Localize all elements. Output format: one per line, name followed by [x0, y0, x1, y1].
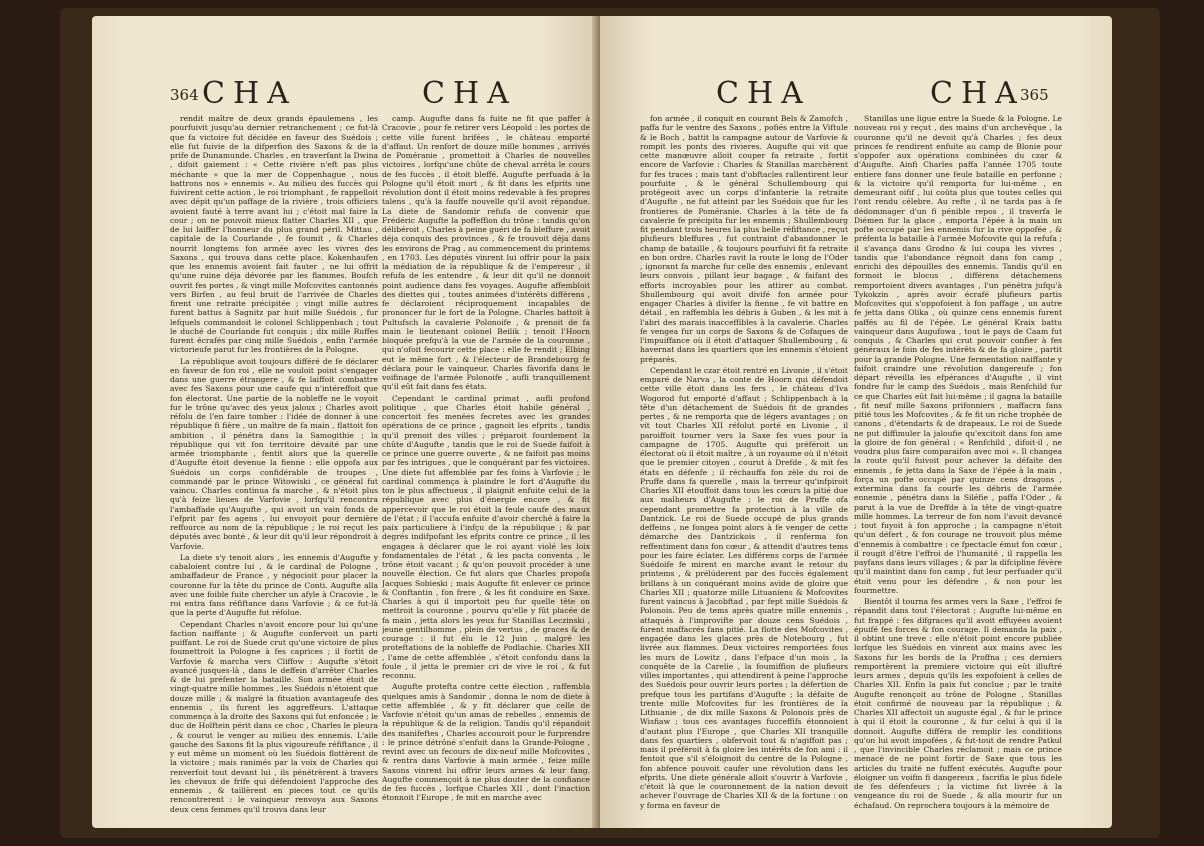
- paragraph: Cependant le cardinal primat , aufli profond politique , que Charles étoit habile général , concertoit fes menées fecretes avec les grandes opérations de ce prince , gagnoit les efprits , tandis qu'il prenoit des villes ; préparoit fourdement la chûte d'Augufte , tandis que le roi de Suede faifoit à ce prince une guerre ouverte , & ne faifoit pas moins par fes intrigues , que le conquérant par fes victoires. Une diete fut affemblée par fes foins à Varfovie ; le cardinal commença à plaindre le fort d'Augufte du ton le plus affectueux , il plaignit enfuite celui de la république avec plus d'énergie encore , & fit appercevoir que le roi étoit la feule caufe des maux de l'état ; il l'accufa enfuite d'avoir cherché à faire la paix particuliere à l'infçu de la république ; & par degrés indifpofant les efprits contre ce prince , il les engagea à déclarer que le roi ayant violé les loix fondamentales de l'état , & les pacta conventa , le trône étoit vacant ; & qu'on pouvoit procéder à une nouvelle élection. Ce fut alors que Charles propofa Jacques Sobieski ; mais Augufte fit enlever ce prince & Conftantin , fon frere , & les fit conduire en Saxe. Charles à qui il importoit peu fur quelle tête on mettroit la couronne , pourvu qu'elle y fût placée de fa main , jetta alors les yeux fur Stanillas Leczinski , jeune gentilhomme , plein de vertus , de graces & de courage : il fut élu le 12 Juin , malgré les proteftations de la nobleffe de Podlachie. Charles XII , l'ame de cette affemblée , s'étoit confondu dans la foule , il jetta le premier cri de vive le roi , & fut reconnu.: [382, 393, 590, 680]
- text-column-2: [854, 114, 1062, 814]
- text-column-2: [382, 114, 590, 814]
- right-page: [600, 16, 1112, 828]
- right-page-header: [600, 68, 1112, 111]
- paragraph: Cependant Charles n'avoit encore pour lui qu'une faction naiffante ; & Augufte confervoit un parti puiffant. Le roi de Suede crut qu'une victoire de plus foumettroit la Pologne à fes caprices ; il fortit de Varfovie & marcha vers Cliffow : Augufte s'étoit avancé jusques-là , dans le deffein d'arrêter Charles & de lui préfenter la bataille. Son armée étoit de vingt-quatre mille hommes , les Suédois n'étoient que douze mille ; & malgré la fituation avantageufe des ennemis , ils furent les aggreffeurs. L'attaque commença à la droite des Saxons qui fut enfoncée ; le duc de Holftein périt dans ce choc , Charles le pleura , & courut le venger au milieu des ennemis. L'aile gauche des Saxons fit la plus vigoureufe réfiftance , il y eut même un moment où les Suédois flottèrent de la victoire ; mais ranimés par la voix de Charles qui renverfoit tout devant lui , ils pénétrèrent à travers les chevaux de frife qui défendoient l'approche des ennemis , & taillèrent en pieces tout ce qu'ils rencontrerent : le vainqueur renvoya aux Saxons deux cens femmes qu'il trouva dans leur: [170, 619, 378, 814]
- running-head-right: CHA: [930, 76, 1025, 111]
- left-page: [92, 16, 598, 828]
- text-column-1: [640, 114, 848, 814]
- running-head-left: CHA: [202, 76, 297, 111]
- paragraph: camp. Augufte dans fa fuite ne fit que paffer à Cracovie , pour fe retirer vers Léopold : les portes de cette ville furent brifées , le château emporté d'affaut. Un renfort de douze mille hommes , arrivés de Poméranie , promettoit à Charles de nouvelles victoires , lorfqu'une chûte de cheval arrêta le cours de fes fuccès , il étoit bleffé. Augufte perfuada à la Pologne qu'il étoit mort , & fit dans les efprits une révolution dont il étoit moins redevable à fes propres talens , qu'à la fauffe nouvelle qu'il avoit répandue. La diete de Sandomir refufa de convenir que Frédéric Augufte la poffeffion du trône : tandis qu'on délibéroit , Charles à peine guéri de fa bleffure , avoit déja conquis des provinces , & fe trouvoit déja dans les environs de Prag , au commencement du printems , en 1703. Les députés vinrent lui offrir pour la paix la médiation de la république & de l'empereur , il refufa de les entendre , & leur dit qu'il ne donnoit point audience dans fes voyages. Augufte affembloit des diettes qui , toutes animées d'intérêts différens , fe déclaroient réciproquement incapables de prononcer fur le fort de la Pologne. Charles battoit à Pultufsch la cavalerie Polonoife , & prenoit de fa main le lieutenant colonel Beilik ; tenoit l'Hoorn bloquée prefqu'à la vue de l'armée de la couronne , qui n'ofoit fecourir cette place : elle fe rendit ; Elbing eut le même fort , & l'électeur de Brandebourg fe déclara pour le vainqueur. Charles fàvorifa dans le voifinage de l'armée Polonoife , aufli tranquillement qu'il eût fait dans fes états.: [382, 114, 590, 392]
- page-number: 365: [1020, 86, 1049, 104]
- paragraph: Cependant le czar étoit rentré en Livonie , il s'étoit emparé de Narva , la conte de Hoorn qui défendoit cette ville étoit dans les fers , le château d'Iva Wogorod fut emporté d'affaut ; Schlippenbach à la tête d'un détachement de Suédois fit de grandes pertes , & ne remporta que de légers avantages ; on vit tout Charles XII réfolut porté en Livonie , il paroiffoit tourner vers la Saxe fes vues pour la campagne de 1705. Augufte qui préféroit un électorat où il étoit maître , à un royaume où il n'étoit que le premier citoyen , courut à Drefde , & mit fes états en défenfe ; il réchauffa fon zèle du roi de Pruffe dans fa querelle , mais la terreur qu'infpiroit Charles XII étouffoit dans tous les cœurs la pitié due aux malheurs d'Augufte ; le roi de Pruffe ofa cependant promettre fa protection à la ville de Dantzick. Le roi de Suede occupé de plus grands deffeins , ne fongea point alors à fe venger de cette démarche des Dantzickois , il renferma fon reffentiment dans fon cœur , & attendit d'autres tems pour les faire éclater. Les différens corps de l'armée Suédoife fe mirent en marche avant le retour du printems , & prélúderent par des fuccès également brillans à un conquérant moins avide de gloire que Charles XII ; quatorze mille Lituaniens & Mofcovites furent vaincus à Jacobftad , par fept mille Suédois & Polonois. Peu de tems après quatre mille ennemis , attaqués à l'improvifte par douze cens Suédois , furent maffacrés fans pitié. La flotte des Mofcovites , engagée dans les glaces près de Notebourg , fut livrée aux flammes. Deux victoires remportées fous les murs de Lowitz , dans l'efpace d'un mois , la conquête de la Carelie , la foumiffion de plufieurs villes importantes , qui attendirent à peine l'approche des Suédois pour ouvrir leurs portes ; la défertion de prefque tous les partifans d'Augufte ; la défaite de trente mille Mofcovites fur les frontières de la Lithuanie , de dix mille Saxons & Polonois près de Wisfiaw ; tous ces avantages fucceffifs étonnoient d'autant plus l'Europe , que Charles XII tranquille dans fes quartiers , obfervoit tout & n'agiffoit pas ; mais il préféroit à fa gloire les intérêts de fon ami : il fentoit que s'il s'éloignoit du centre de la Pologne , fon abfence pouvoit caufer une révolution dans les efprits. Une diete générale alloit s'ouvrir à Varfovie , c'étoit là que le couronnement de la nation devoit achever l'ouvrage de Charles XII & de la fortune : on y forma en faveur de: [640, 365, 848, 810]
- paragraph: Bientôt il tourna fes armes vers la Saxe , l'effroi fe répandit dans tout l'électorat ; Augufte lui-même en fut frappé : fes difgraces qu'il avoit effuyées avoient épuifé fes forces & fon courage. Il demanda la paix , il obtint une treve : elle n'étoit point encore publiée lorfque les Suédois en vinrent aux mains avec les Saxons fur les bords de la Proffna ; ces derniers remportèrent la premiere victoire qui eût illuftré leurs armes , depuis qu'ils les expofoient à celles de Charles XII. Enfin la paix fut conclue ; par le traité Augufte renonçoit au trône de Pologne , Stanillas étoit confirmé de nouveau par la république ; & Charles XII affectoit un auguste égal , & fur le prince à qui il étoit la couronne , & fur celui à qui il la donnoit. Augufte différa de remplir les conditions qu'on lui avoit impofées , & fut-tout de rendre Patkul , que l'invincible Charles réclamoit ; mais ce prince menacé de ne point fortir de Saxe que tous les articles du traité ne fuffent exécutés. Augufte pour éloigner un voifin fi dangereux , facrifia le plus fidele de fes défenfeurs ; la victime fut livrée à la vengeance du roi de Suede , & alla mourir fur un échafaud. On reprochera toujours à la mémoire de: [854, 597, 1062, 810]
- paragraph: Augufte protefta contre cette élection , raffembla quelques amis à Sandomir , donna le nom de diete à cette affemblée , & y fit déclarer que celle de Varfovie n'étoit qu'un amas de rebelles , ennemis de la république & de la religion. Tandis qu'il répandoit des manifeftes , Charles accouroit pour le furprendre : le prince détrôné s'enfuit dans la Grande-Pologne , revint avec un fecours de dix-neuf mille Mofcovites , & rentra dans Varfovie à main armée , feize mille Saxons vinrent lui offrir leurs armes & leur fang. Augufte commençoit à ne plus douter de la confiance de fes fuccès , lorfque Charles XII , dont l'inaction étonnoit l'Europe , fe mit en marche avec: [382, 682, 590, 803]
- paragraph: La république avoit toujours différé de fe déclarer en faveur de fon roi , elle ne vouloit point s'engager dans une guerre étrangere , & fe laiffoit combattre avec fes Saxons pour une caufe qui n'intéreffoit que fon électorat. Une partie de la nobleffe ne le voyoit fur le trône qu'avec des yeux jaloux ; Charles avoit réfolu de l'en faire tomber : l'idée de donner à une république fi fière , un maître de fa main , flattoit fon ambition , il pénétra dans la Samogithie ; la république qui vit fon territoire dévaité par une armée triomphante , fentit alors que la querelle d'Augufte étoit devenue la fienne : elle oppofa aux Suédois un corps confidérable de troupes , commandé par le prince Witowiski , ce général fut vaincu. Charles continua fa marche , & n'étoit plus qu'à feize lieues de Varfovie , lorfqu'il rencontra l'ambaffade qu'Augufte , qui avoit un vain fonds de l'efprit par fes agens , lui envoyoit pour dernière reffource au nom de la république ; le roi reçut les députés avec bonté , & leur dit qu'il leur répondroit à Varfovie.: [170, 356, 378, 551]
- text-column-1: [170, 114, 378, 814]
- paragraph: Stanillas une ligue entre la Suede & la Pologne. Le nouveau roi y reçut , des mains d'un archevêque , la couronne qu'il ne devoit qu'à Charles ; fes deux princes fe rendirent enfuite au camp de Blonie pour s'oppofer aux opérations combinées du czar & d'Augufte. Ainfi Charles paffa l'année 1705 toute entiere fans donner une feule bataille en perfonne ; & la victoire qu'il remporta fur lui-même , en demeurant oifif , lui coûta plus que toutes celles qui l'ont rendu célebre. Au refte , il ne tarda pas à fe dédommager d'un fi pénible repos , il traverfa le Diémen fur la glace , emporta l'épée à la main un pofte occupé par les ennemis fur la rive oppofée , & préfenta la bataille à l'armée Mofcovite qui la refufa ; il s'avança dans Grodno & lui coupa les vivres , tandis que l'abondance régnoit dans fon camp , enrichi des dépouilles des ennemis. Tandis qu'il en formoit le blocus , différens détachemens remportoient divers avantages , l'un pénétra jufqu'à Tykokzin , après avoir écrafé plufieurs partis Mofcovites qui s'oppofoient à fon paffage , un autre fe jetta dans Olika , où quinze cens ennemis furent paffés au fil de l'épée. Le général Kraix battu vainqueur dans Augufowa , tout le pays de Caam fut conquis , & Charles qui crut pouvoir confier à fes généraux le foin de fes intérêts & de fa gloire , partit pour la grande Pologne. Une fermentation naiffante y faifoit craindre une révolution dangereufe ; fon départ réveilla les efpérances d'Augufte , il vint fondre fur le camp des Suédois , mais Renfchild fur ce que Charles eût fait lui-même ; il gagna la bataille , fit neuf mille Saxons prifonniers , maffacra fans pitié tous les Mofcovites , & fe fit un riche trophée de canons , d'étendarts & de drapeaux. Le roi de Suede ne put diffimuler la jaloufie qu'excitoit dans fon ame la gloire de fon général : « Renfchild , difoit-il , ne voudra plus faire comparaifon avec moi ». Il changea la route qu'il fuivoit pour achever la défaite des ennemis , fe jetta dans la Saxe de l'épée à la main , força un pofte occupé par quinze cens dragons , extermina dans fa courfe les débris de l'armée ennemie , pénétra dans la Siléfie , paffa l'Oder , & parut à la vue de Dreffde à la tête de vingt-quatre mille hommes. La terreur de fon nom l'avoit devancé ; tout fuyoit à fon approche ; la campagne n'étoit qu'un défert , & fon courage ne trouvoit plus même d'ennemis à combattre : ce fpectacle émut fon cœur , il rougit d'être l'effroi de l'humanité , il rappella les payfans dans leurs villages ; & par la difcipline févère qu'il maintint dans fon camp , fut leur perfuader qu'il étoit venu pour les défendre , & non pour les fourmettre.: [854, 114, 1062, 595]
- running-head-left: CHA: [716, 76, 811, 111]
- paragraph: fon armée , il conquit en courant Bels & Zamofch , paffa fur le ventre des Saxons , pofiés entre la Viftule & le Boch , battit la campagne autour de Varfovie & rompit les ponts des rivieres. Augufte qui vit que cette manœuvre alloit couper fa retraite , fortit encore de Varfovie : Charles & Stanillas marchèrent fur fes traces ; mais tant d'obftacles rallentirent leur pourfuite , & le général Schullembourg qui protégeoit avec un corps d'infanterie la retraite d'Augufte , ne fut atteint par les Suédois que fur les frontieres de Poméranie. Charles à la tête de fa cavalerie fe précipita fur les ennemis ; Shullembourg fit pendant trois heures la plus belle réfiftance , reçut plufieurs bleffures , fut contraint d'abandonner le champ de bataille , & toujours pourfuivi fit fa retraite en bon ordre. Charles ravit la route le long de l'Oder , ignorant fa marche fur celle des ennemis , enlevant leurs convois , pillant leur bagage , & faifant des efforts incroyables pour les attirer au combat. Shullembourg qui avoit divifé fon armée pour engager Charles à divifer la fienne , fe vit battre en détail , en raffembla les débris à Guben , & les mit à l'abri des marais inacceffibles à la cavalerie. Charles fe vengea fur un corps de Saxons & de Cofaques de l'impuiffance où il étoit d'attaquer Shullembourg , & havernat dans les quartiers que les ennemis s'étoient préparés.: [640, 114, 848, 364]
- left-page-header: [92, 68, 598, 111]
- page-number: 364: [170, 86, 199, 104]
- paragraph: La diete s'y tenoit alors , les ennemis d'Augufte y cabaloient contre lui , & le cardinal de Pologne , ambaffadeur de France , y négocioit pour placer la couronne fur la tête du prince de Conti. Augufte alla avec une foible fuite chercher un afyle à Cracovie , le roi entra fans réfiftance dans Varfovie ; & ce fut-là que la perte d'Augufte fut réfolue.: [170, 552, 378, 618]
- running-head-right: CHA: [422, 76, 517, 111]
- paragraph: rendit maître de deux grands épaulemens , les pourfuivit jusqu'au dernier retranchement ; ce fut-là que fa victoire fut décidée en faveur des Suédois ; elle fut fuivie de la difperfion des Saxons & de la prife de Dunamunde. Charles , en traverfant la Dwina , difoit gaiement : « Cette rivière n'eft pas plus méchante » que la mer de Coppenhague , nous battrons nos » ennemis ». Au milieu des fuccès qui fuivirent cette action , le roi triomphant , fe rappelloit avec dépit qu'un paffage de la rivière , trois officiers avoient fauté à terre avant lui ; c'étoit mal faire la cour ; on ne pouvoit mieux flatter Charles XII , que de lui laiffer l'honneur du plus grand péril. Mittau , capitale de la Courlande , fe foumit , & Charles nourrit longtems fon armée avec les vivres des Saxons , qui trouva dans cette place. Kokenhaufen que les ennemis avoient fait fauter , ne lui offrit qu'une ruine déja dévorée par les flammes. Boufch ouvrit fes portes , & vingt mille Mofcovites cantonnés vers Birfen , au feul bruit de l'arrivée de Charles firent une retraite précipitée ; vingt mille autres furent battus à Sagnitz par huit mille Suédois , fur lefquels commandoit le colonel Schlippenbach ; tout le duché de Courlande fut conquis ; dix mille Ruffes furent écrafés par cinq mille Suédois , enfin l'armée victorieufe parut fur les frontières de la Pologne.: [170, 114, 378, 355]
